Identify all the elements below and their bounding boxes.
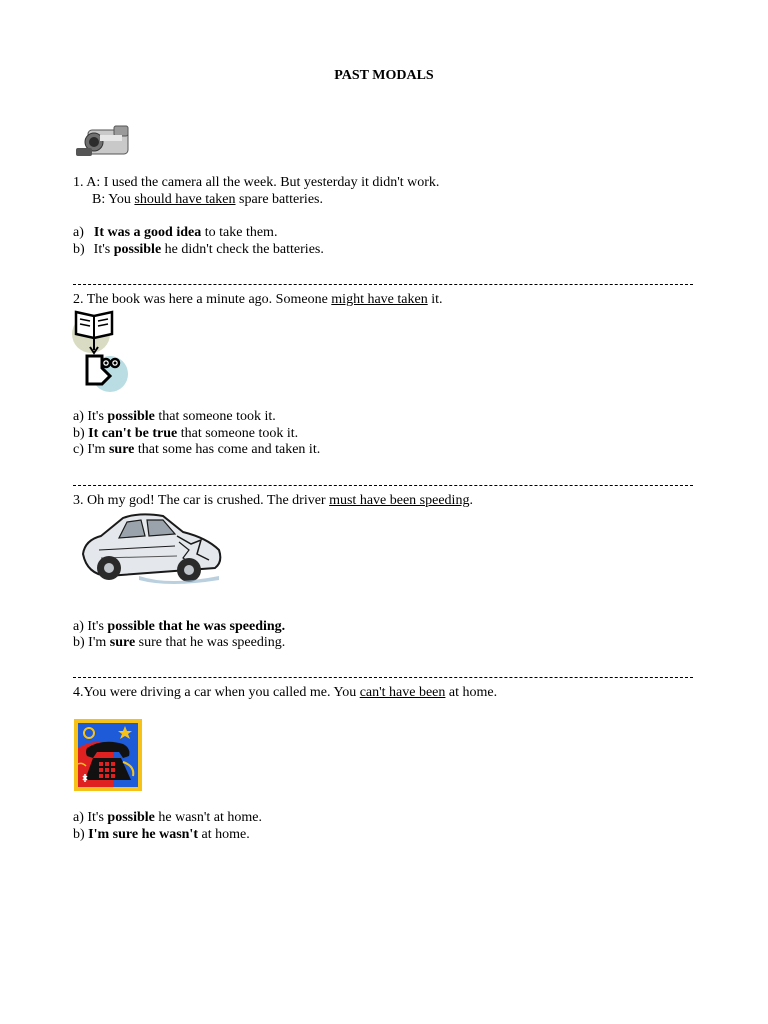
page-title: PAST MODALS bbox=[334, 68, 434, 83]
q2-opt-b-bold: It can't be true bbox=[88, 426, 178, 441]
q4-opt-a-bold: possible bbox=[107, 810, 155, 825]
divider bbox=[73, 284, 693, 285]
q1-opt-b-pre: It's bbox=[93, 242, 114, 257]
q4-option-a bbox=[73, 809, 262, 826]
q4-opt-a-pre: a) It's bbox=[73, 810, 108, 825]
q1-opt-a-bold: It was a good idea bbox=[93, 225, 202, 240]
telephone-icon bbox=[73, 718, 143, 792]
crashed-car-icon bbox=[79, 510, 225, 588]
divider bbox=[73, 677, 693, 678]
q1-option-a bbox=[73, 224, 277, 241]
q2-modal: might have taken bbox=[331, 292, 428, 307]
q2-opt-a-pre: a) It's bbox=[73, 409, 108, 424]
q4-statement bbox=[73, 684, 497, 701]
q3-opt-b-bold: sure bbox=[109, 635, 136, 650]
q3-pre: 3. Oh my god! The car is crushed. The driver bbox=[73, 493, 330, 508]
q1-line-b bbox=[92, 191, 323, 208]
q4-opt-b-rest: at home. bbox=[197, 827, 250, 842]
q4-opt-b-bold: I'm sure he wasn't bbox=[88, 827, 198, 842]
q3-post: . bbox=[469, 493, 473, 508]
q1-b-pre: B: You bbox=[92, 192, 135, 207]
camcorder-icon bbox=[74, 122, 136, 162]
q2-option-c bbox=[73, 441, 320, 458]
q1-opt-a-rest: to take them. bbox=[201, 225, 278, 240]
q1-modal: should have taken bbox=[134, 192, 236, 207]
q3-opt-a-pre: a) It's bbox=[73, 619, 108, 634]
q3-opt-a-bold: possible that he was speeding. bbox=[107, 619, 286, 634]
q2-opt-c-pre: c) I'm bbox=[73, 442, 109, 457]
q4-post: at home. bbox=[445, 685, 498, 700]
q3-statement bbox=[73, 492, 473, 509]
q2-option-a bbox=[73, 408, 276, 425]
q4-opt-a-rest: he wasn't at home. bbox=[154, 810, 262, 825]
q2-opt-b-pre: b) bbox=[73, 426, 89, 441]
q1-opt-b-label: b) bbox=[73, 242, 85, 257]
q1-option-b bbox=[73, 241, 324, 258]
q2-opt-a-rest: that someone took it. bbox=[154, 409, 276, 424]
q3-option-a bbox=[73, 618, 285, 635]
q4-option-b bbox=[73, 826, 250, 843]
q4-pre: 4.You were driving a car when you called me. You bbox=[73, 685, 360, 700]
q4-modal: can't have been bbox=[359, 685, 446, 700]
q4-opt-b-pre: b) bbox=[73, 827, 89, 842]
q1-b-post: spare batteries. bbox=[235, 192, 323, 207]
q2-opt-b-rest: that someone took it. bbox=[177, 426, 299, 441]
q3-opt-b-rest: sure that he was speeding. bbox=[135, 635, 286, 650]
divider bbox=[73, 485, 693, 486]
q2-option-b bbox=[73, 425, 298, 442]
q1-opt-b-rest: he didn't check the batteries. bbox=[161, 242, 324, 257]
q2-opt-c-rest: that some has come and taken it. bbox=[134, 442, 321, 457]
q3-modal: must have been speeding bbox=[329, 493, 470, 508]
q2-opt-c-bold: sure bbox=[108, 442, 135, 457]
q1-line-a: 1. A: I used the camera all the week. But yesterday it didn't work. bbox=[73, 175, 440, 190]
q2-pre: 2. The book was here a minute ago. Someone bbox=[73, 292, 332, 307]
q1-opt-b-bold: possible bbox=[113, 242, 162, 257]
book-thief-icon bbox=[72, 306, 132, 394]
q2-post: it. bbox=[427, 292, 443, 307]
q1-opt-a-label: a) bbox=[73, 225, 84, 240]
q2-opt-a-bold: possible bbox=[107, 409, 155, 424]
q3-opt-b-pre: b) I'm bbox=[73, 635, 110, 650]
q3-option-b bbox=[73, 634, 285, 651]
